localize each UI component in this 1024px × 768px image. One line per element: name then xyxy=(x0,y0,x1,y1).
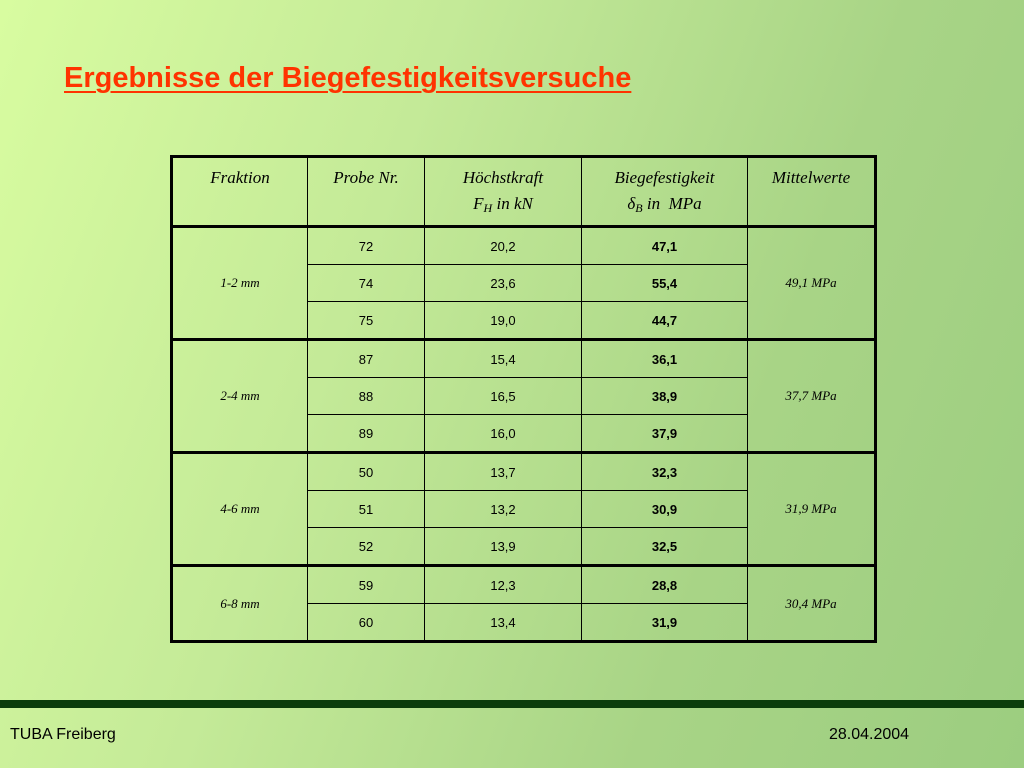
festigkeit-cell: 30,9 xyxy=(582,491,748,528)
kraft-cell: 13,9 xyxy=(425,528,582,566)
fraktion-cell: 1-2 mm xyxy=(172,227,308,340)
probe-cell: 60 xyxy=(308,604,425,642)
header-mittelwerte: Mittelwerte xyxy=(748,157,876,227)
probe-cell: 59 xyxy=(308,566,425,604)
header-row xyxy=(172,157,876,227)
festigkeit-cell: 32,5 xyxy=(582,528,748,566)
probe-cell: 87 xyxy=(308,340,425,378)
header-probe: Probe Nr. xyxy=(308,157,425,227)
probe-cell: 89 xyxy=(308,415,425,453)
header-festigkeit-var: δ xyxy=(627,194,636,213)
kraft-cell: 12,3 xyxy=(425,566,582,604)
results-table xyxy=(170,155,877,643)
header-biegefestigkeit xyxy=(582,157,748,227)
fraktion-cell: 6-8 mm xyxy=(172,566,308,642)
table-row xyxy=(172,227,876,265)
festigkeit-cell: 36,1 xyxy=(582,340,748,378)
kraft-cell: 16,0 xyxy=(425,415,582,453)
mittelwert-cell: 37,7 MPa xyxy=(748,340,876,453)
probe-cell: 74 xyxy=(308,265,425,302)
header-festigkeit-sub: B xyxy=(635,201,643,215)
festigkeit-cell: 28,8 xyxy=(582,566,748,604)
kraft-cell: 15,4 xyxy=(425,340,582,378)
kraft-cell: 19,0 xyxy=(425,302,582,340)
header-kraft-var: F xyxy=(473,194,484,213)
kraft-cell: 13,7 xyxy=(425,453,582,491)
header-kraft-line1: Höchstkraft xyxy=(462,168,544,187)
kraft-cell: 13,2 xyxy=(425,491,582,528)
festigkeit-cell: 31,9 xyxy=(582,604,748,642)
probe-cell: 75 xyxy=(308,302,425,340)
group-4-6mm xyxy=(172,453,876,566)
table-row xyxy=(172,453,876,491)
header-festigkeit-unit: in MPa xyxy=(642,194,702,213)
mittelwert-cell: 49,1 MPa xyxy=(748,227,876,340)
probe-cell: 51 xyxy=(308,491,425,528)
probe-cell: 72 xyxy=(308,227,425,265)
kraft-cell: 13,4 xyxy=(425,604,582,642)
footer-divider xyxy=(0,700,1024,708)
festigkeit-cell: 32,3 xyxy=(582,453,748,491)
festigkeit-cell: 55,4 xyxy=(582,265,748,302)
festigkeit-cell: 47,1 xyxy=(582,227,748,265)
kraft-cell: 16,5 xyxy=(425,378,582,415)
footer-date: 28.04.2004 xyxy=(829,726,910,743)
mittelwert-cell: 31,9 MPa xyxy=(748,453,876,566)
probe-cell: 50 xyxy=(308,453,425,491)
festigkeit-cell: 37,9 xyxy=(582,415,748,453)
group-6-8mm xyxy=(172,566,876,642)
footer-organization: TUBA Freiberg xyxy=(10,726,116,743)
header-fraktion: Fraktion xyxy=(172,157,308,227)
fraktion-cell: 2-4 mm xyxy=(172,340,308,453)
kraft-cell: 20,2 xyxy=(425,227,582,265)
header-kraft-sub: H xyxy=(483,201,493,215)
festigkeit-cell: 44,7 xyxy=(582,302,748,340)
table-row xyxy=(172,566,876,604)
probe-cell: 52 xyxy=(308,528,425,566)
kraft-cell: 23,6 xyxy=(425,265,582,302)
group-1-2mm xyxy=(172,227,876,340)
festigkeit-cell: 38,9 xyxy=(582,378,748,415)
header-festigkeit-line1: Biegefestigkeit xyxy=(614,168,715,187)
mittelwert-cell: 30,4 MPa xyxy=(748,566,876,642)
probe-cell: 88 xyxy=(308,378,425,415)
header-hoechstkraft xyxy=(425,157,582,227)
header-kraft-unit: in kN xyxy=(492,194,533,213)
slide-title: Ergebnisse der Biegefestigkeitsversuche xyxy=(64,62,632,94)
fraktion-cell: 4-6 mm xyxy=(172,453,308,566)
group-2-4mm xyxy=(172,340,876,453)
table-row xyxy=(172,340,876,378)
